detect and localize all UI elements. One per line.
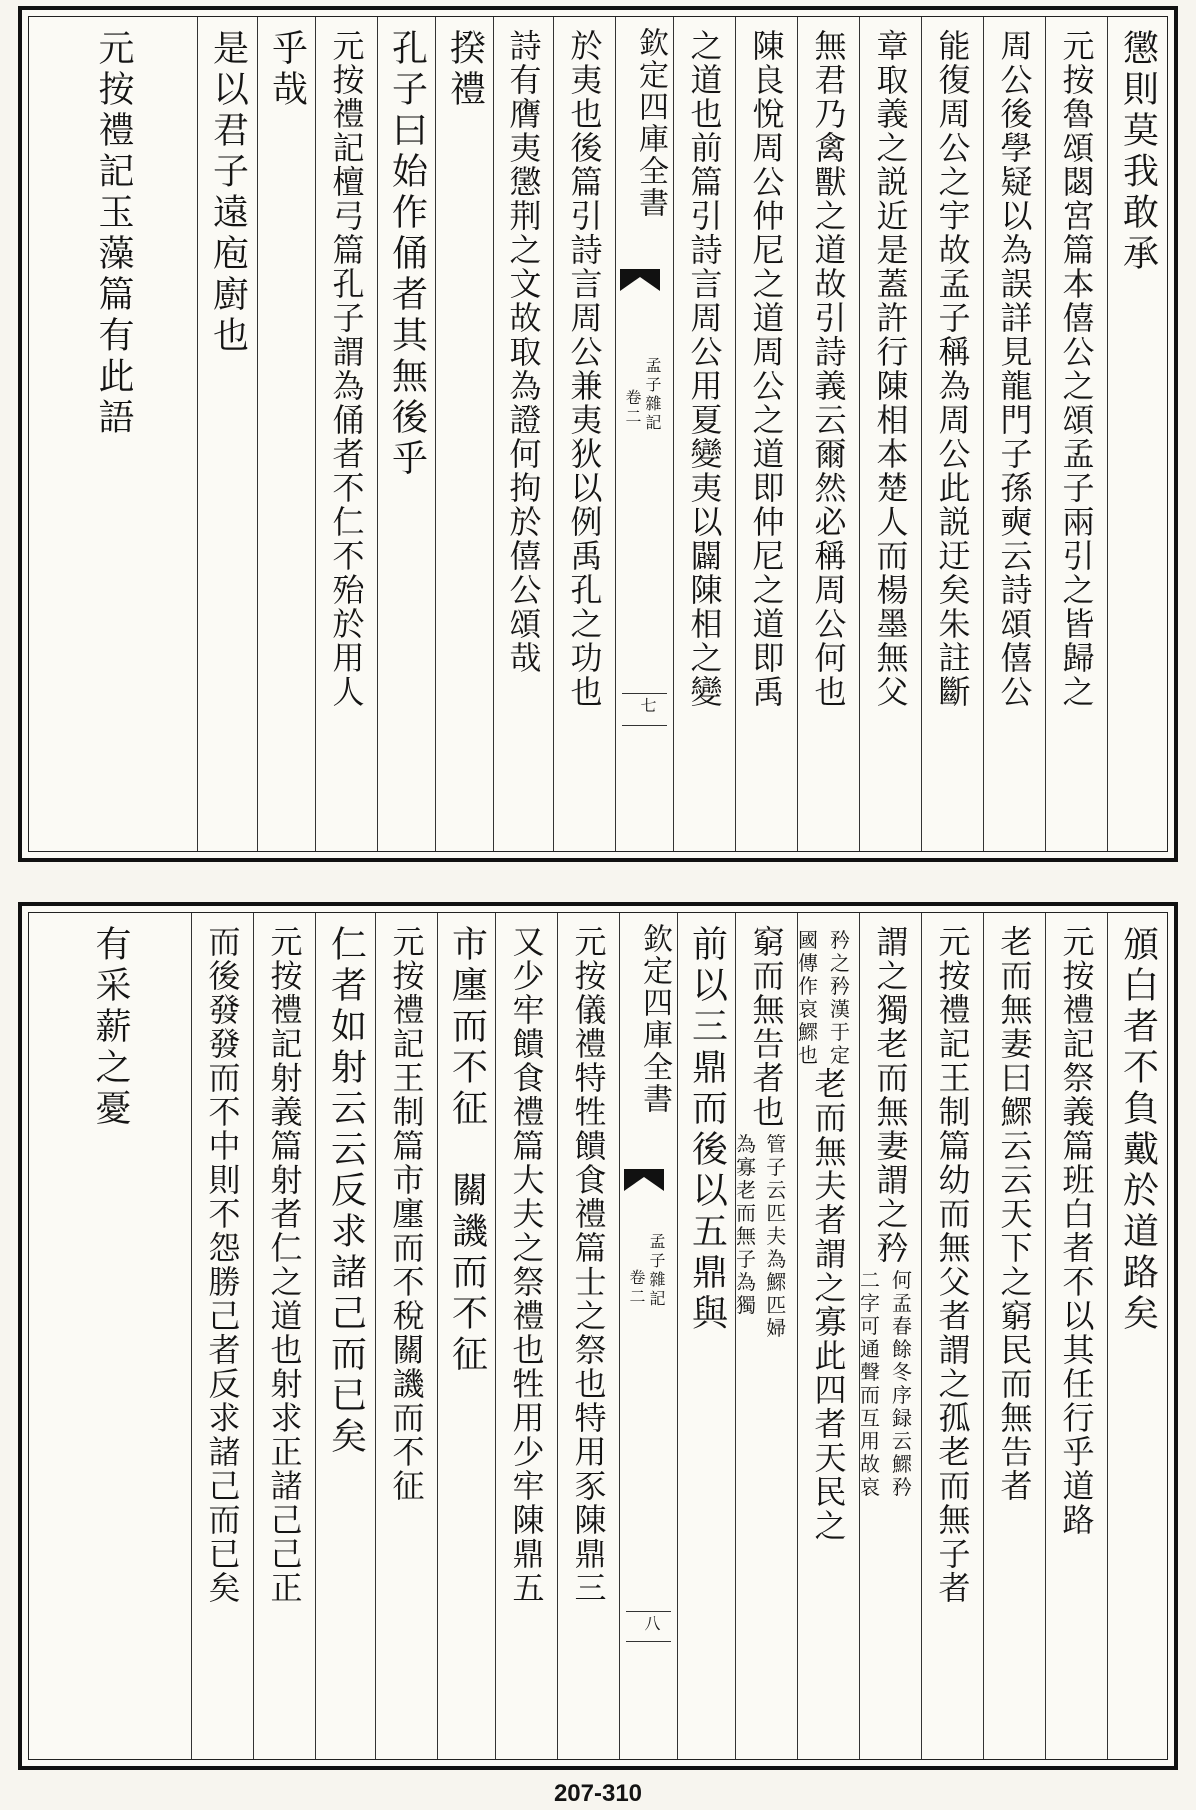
column-text: 頒白者不負戴於道路矣 xyxy=(1117,925,1159,1335)
column xyxy=(1045,913,1107,1759)
banner-title: 欽定四庫全書 xyxy=(633,27,668,219)
column-text: 是以君子遠庖廚也 xyxy=(207,29,249,357)
annotation-pair xyxy=(736,1129,797,1340)
column-text: 元按魯頌閟宮篇本僖公之頌孟子兩引之皆歸之 xyxy=(1057,29,1096,709)
volume-label: 卷二 xyxy=(627,1269,646,1307)
column-text: 元按禮記檀弓篇孔子謂為俑者不仁不殆於用人 xyxy=(327,29,366,709)
column xyxy=(257,17,315,851)
column-text: 於夷也後篇引詩言周公兼夷狄以例禹孔之功也 xyxy=(565,29,604,709)
column xyxy=(921,913,983,1759)
page-bottom-frame xyxy=(28,912,1168,1760)
column xyxy=(197,17,257,851)
book-name: 孟子雜記 xyxy=(643,357,662,433)
column-text: 陳良悅周公仲尼之道周公之道即仲尼之道即禹 xyxy=(747,29,786,709)
column xyxy=(29,913,191,1759)
column-text: 孔子曰始作俑者其無後乎 xyxy=(386,29,428,480)
column xyxy=(983,17,1045,851)
column-text: 窮而無告者也 xyxy=(747,925,786,1129)
column xyxy=(677,913,735,1759)
annotation-line: 二字可通聲而互用故哀 xyxy=(860,1268,883,1499)
column-text: 周公後學疑以為誤詳見龍門子孫奭云詩頌僖公 xyxy=(995,29,1034,709)
column-text: 揆禮 xyxy=(444,29,486,111)
column xyxy=(735,913,797,1759)
annotation-line: 管子云匹夫為鰥匹婦 xyxy=(766,1132,790,1340)
column xyxy=(375,913,437,1759)
column-text: 老而無妻曰鰥云云天下之窮民而無告者 xyxy=(995,925,1034,1503)
column-text: 元按禮記王制篇市廛而不稅關譏而不征 xyxy=(387,925,426,1503)
column xyxy=(983,913,1045,1759)
annotation-line: 為寡老而無子為獨 xyxy=(736,1132,759,1317)
fishtail-mark xyxy=(620,269,660,295)
column xyxy=(553,17,615,851)
column xyxy=(437,913,495,1759)
column-mixed xyxy=(860,913,921,1499)
column xyxy=(797,913,859,1759)
book-name: 孟子雜記 xyxy=(647,1233,666,1309)
column xyxy=(315,17,377,851)
column-text: 而後發發而不中則不怨勝己者反求諸己而已矣 xyxy=(203,925,242,1605)
column xyxy=(797,17,859,851)
column-text: 元按禮記射義篇射者仁之道也射求正諸己己正 xyxy=(265,925,304,1605)
column xyxy=(735,17,797,851)
column xyxy=(921,17,983,851)
annotation-pair xyxy=(860,1265,921,1499)
column-text: 有采薪之憂 xyxy=(90,925,131,1130)
column xyxy=(1045,17,1107,851)
column-text: 懲則莫我敢承 xyxy=(1117,29,1159,275)
column xyxy=(435,17,493,851)
center-fold xyxy=(615,17,673,851)
page-top-frame xyxy=(28,16,1168,852)
volume-label: 卷二 xyxy=(623,389,642,427)
column xyxy=(377,17,435,851)
page-rule xyxy=(626,1611,671,1612)
column-mixed xyxy=(736,913,797,1340)
column-text: 乎哉 xyxy=(266,29,308,111)
column-text: 元按禮記玉藻篇有此語 xyxy=(93,29,134,439)
column xyxy=(495,913,557,1759)
annotation-line: 矜之矜漢于定 xyxy=(830,928,853,1067)
fishtail-mark xyxy=(624,1169,664,1195)
page-rule xyxy=(622,725,667,726)
page-bottom xyxy=(18,902,1178,1770)
column-text: 前以三鼎而後以五鼎與 xyxy=(686,925,728,1335)
column-text: 元按儀禮特牲饋食禮篇士之祭也特用豕陳鼎三 xyxy=(569,925,608,1605)
page-footer-number: 207-310 xyxy=(553,1780,643,1807)
column-text: 又少牢饋食禮篇大夫之祭禮也牲用少牢陳鼎五 xyxy=(507,925,546,1605)
column xyxy=(315,913,375,1759)
column xyxy=(859,17,921,851)
column xyxy=(1107,17,1167,851)
column-text: 市廛而不征 關譏而不征 xyxy=(446,925,488,1376)
column-text: 詩有膺夷懲荆之文故取為證何拘於僖公頌哉 xyxy=(504,29,543,675)
column-mixed xyxy=(798,913,859,1543)
column xyxy=(859,913,921,1759)
column-text: 之道也前篇引詩言周公用夏變夷以闢陳相之變 xyxy=(685,29,724,709)
page-number: 八 xyxy=(642,1615,661,1631)
column-text: 章取義之説近是蓋許行陳相本楚人而楊墨無父 xyxy=(871,29,910,709)
column-text: 元按禮記祭義篇班白者不以其任行乎道路 xyxy=(1057,925,1096,1537)
page-top xyxy=(18,6,1178,862)
column-text: 謂之獨老而無妻謂之矜 xyxy=(871,925,910,1265)
column xyxy=(29,17,197,851)
column-text: 無君乃禽獸之道故引詩義云爾然必稱周公何也 xyxy=(809,29,848,709)
column-text: 老而無夫者謂之寡此四者天民之 xyxy=(809,1067,848,1543)
column xyxy=(1107,913,1167,1759)
annotation-line: 何孟春餘冬序録云鰥矜 xyxy=(892,1268,915,1499)
column xyxy=(557,913,619,1759)
page-rule xyxy=(626,1641,671,1642)
column-text: 仁者如射云云反求諸己而已矣 xyxy=(325,925,367,1458)
column xyxy=(493,17,553,851)
column-text: 能復周公之宇故孟子稱為周公此説迂矣朱註斷 xyxy=(933,29,972,709)
annotation-pair xyxy=(798,925,859,1067)
column xyxy=(253,913,315,1759)
annotation-line: 國傳作哀鰥也 xyxy=(798,928,821,1067)
page-rule xyxy=(622,693,667,694)
column-text: 元按禮記王制篇幼而無父者謂之孤老而無子者 xyxy=(933,925,972,1605)
page-number: 七 xyxy=(638,697,657,713)
banner-title: 欽定四庫全書 xyxy=(637,923,672,1115)
column xyxy=(191,913,253,1759)
center-fold xyxy=(619,913,677,1759)
column xyxy=(673,17,735,851)
